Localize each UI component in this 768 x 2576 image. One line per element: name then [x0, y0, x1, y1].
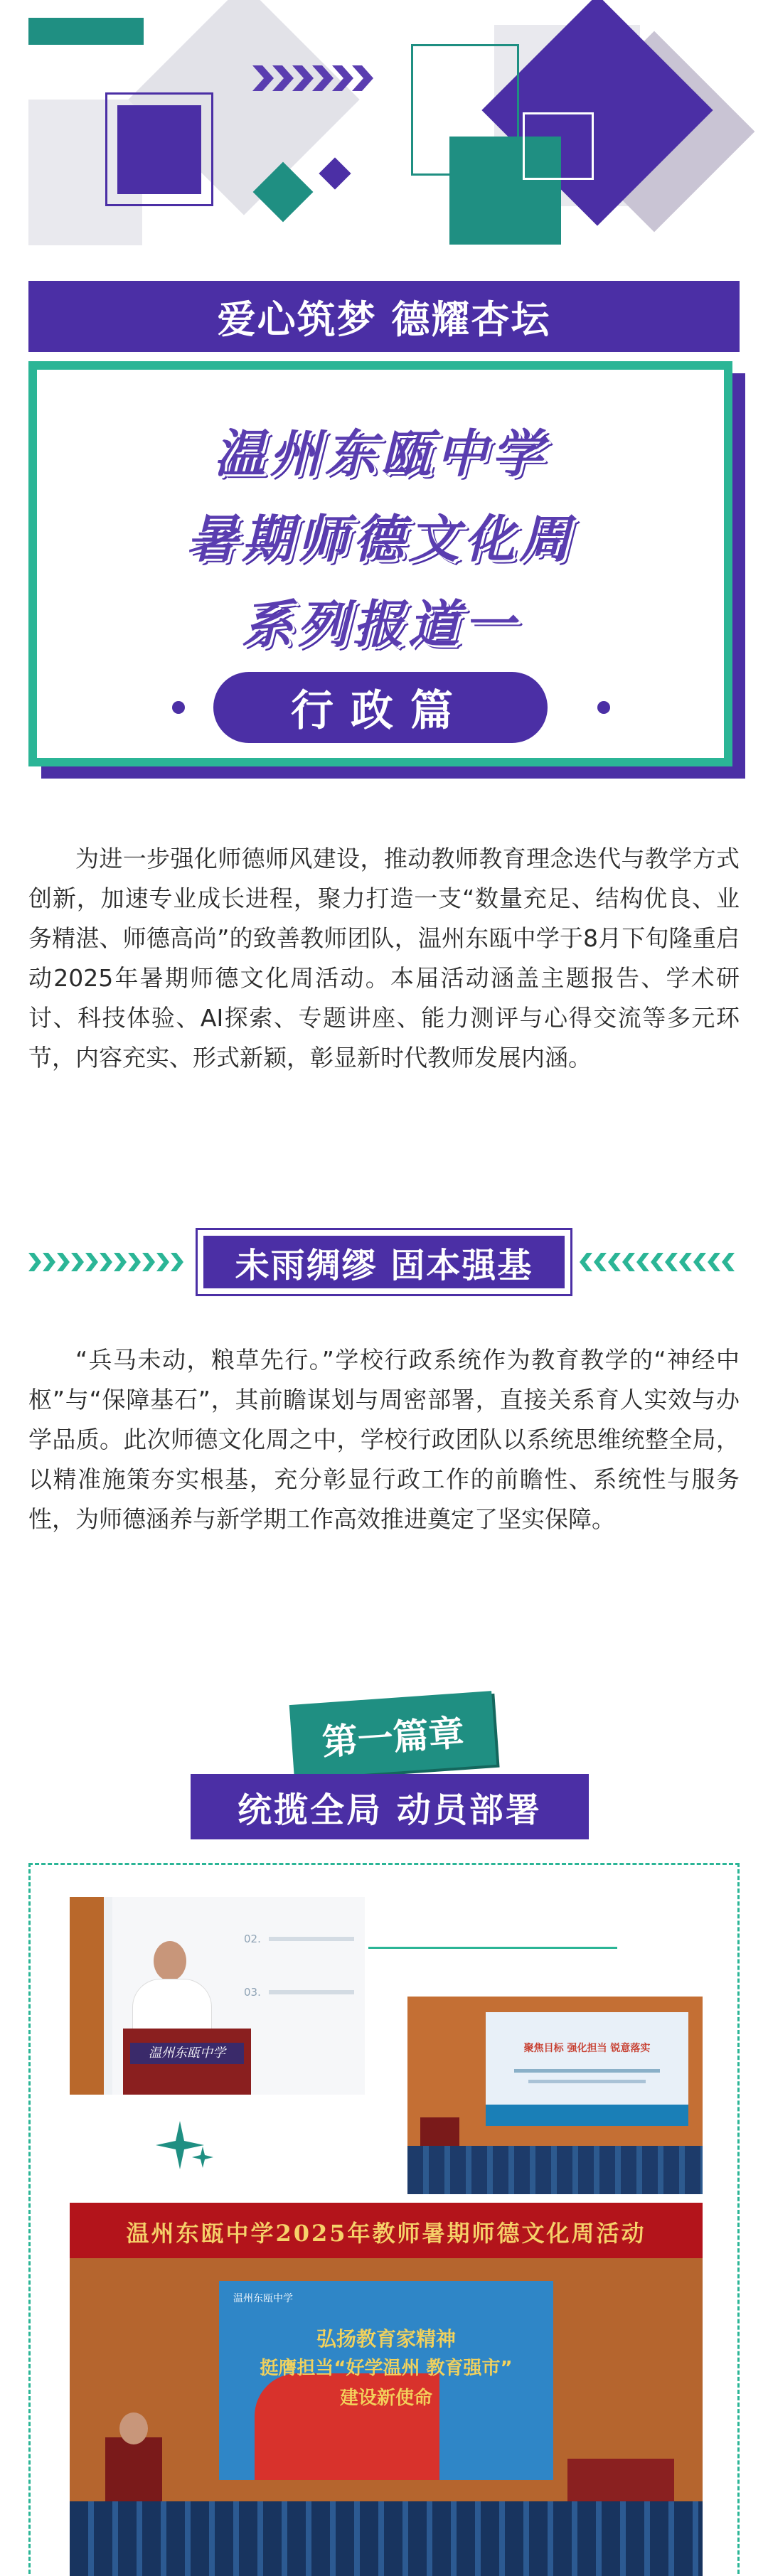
slogan-banner: 爱心筑梦 德耀杏坛: [28, 281, 740, 352]
title-line-1: 温州东瓯中学: [213, 424, 547, 483]
event-screen: [219, 2281, 553, 2480]
event-screen-line-1: 弘扬教育家精神: [316, 2327, 456, 2351]
deco-white-outline: [523, 112, 594, 180]
event-banner-text: 温州东瓯中学2025年教师暑期师德文化周活动: [126, 2220, 646, 2247]
event-banner: [70, 2203, 703, 2258]
slide-line-1: [269, 1937, 354, 1941]
teal-accent-line: [368, 1947, 617, 1949]
pill-dot-left: [172, 701, 185, 714]
deco-teal-bar: [28, 18, 144, 45]
chevron-left-icon: [580, 1251, 740, 1273]
section-title-box: [196, 1228, 572, 1296]
section-title: 未雨绸缪 固本强基: [203, 1236, 565, 1288]
photo-auditorium: [407, 1997, 703, 2194]
auditorium-screen-line-2: [528, 2080, 646, 2083]
auditorium-screen: [486, 2012, 688, 2126]
event-podium: [105, 2437, 162, 2501]
event-audience: [70, 2501, 703, 2576]
event-table: [567, 2459, 674, 2501]
speaker-head: [154, 1941, 186, 1981]
podium-text: 温州东瓯中学: [130, 2043, 244, 2064]
intro-paragraph: 为进一步强化师德师风建设，推动教师教育理念迭代与教学方式创新，加速专业成长进程，聚力打造一支“数量充足、结构优良、业务精湛、师德高尚”的致善教师团队，温州东瓯中学于8月下旬隆重启动2025年暑期师德文化周活动。本届活动涵盖主题报告、学术研讨、科技体验、AI探索、专题讲座、能力测评与心得交流等多元环节，内容充实、形式新颖，彰显新时代教师发展内涵。: [28, 845, 740, 1071]
photo-wall-left: [70, 1897, 104, 2095]
title-line-3: 系列报道一: [241, 594, 519, 654]
sparkle-icon: [151, 2114, 223, 2185]
tag-pill: 行政篇: [213, 672, 548, 743]
chevron-right-icon: [28, 1251, 188, 1273]
auditorium-screen-title: 聚焦目标 强化担当 锐意落实: [523, 2043, 651, 2054]
auditorium-audience: [407, 2146, 703, 2194]
auditorium-screen-line: [514, 2069, 660, 2073]
event-screen-line-2: 挺膺担当“好学温州 教育强市”: [260, 2358, 513, 2379]
pill-dot-right: [597, 701, 610, 714]
title-line-2: 暑期师德文化周: [186, 509, 575, 569]
section1-paragraph: “兵马未动，粮草先行。”学校行政系统作为教育教学的“神经中枢”与“保障基石”，其前瞻谋划与周密部署，直接关系育人实效与办学品质。此次师德文化周之中，学校行政团队以系统思维统整全局，以精准施策夯实根基，充分彰显行政工作的前瞻性、系统性与服务性，为师德涵养与新学期工作高效推进奠定了坚实保障。: [28, 1346, 740, 1533]
photo-area: [28, 1863, 740, 2574]
slide-item-1: 02.: [244, 1933, 261, 1945]
chapter-subtitle: 统揽全局 动员部署: [191, 1774, 589, 1839]
chevron-arrows-icon: [252, 63, 380, 94]
event-screen-logo: 温州东瓯中学: [233, 2293, 293, 2304]
photo-event-banner: [70, 2203, 703, 2576]
deco-purple-square: [117, 105, 201, 194]
photo-speaker: [70, 1897, 365, 2095]
event-screen-line-3: 建设新使命: [339, 2388, 432, 2409]
slide-line-2: [269, 1990, 354, 1994]
top-decoration: [0, 0, 768, 270]
chapter-label: 第一篇章: [289, 1691, 497, 1779]
slide-item-2: 03.: [244, 1986, 261, 1999]
title-frame: [28, 361, 732, 766]
deco-small-purple-diamond: [319, 157, 351, 189]
event-speaker: [119, 2412, 148, 2444]
auditorium-screen-base: [486, 2105, 688, 2126]
